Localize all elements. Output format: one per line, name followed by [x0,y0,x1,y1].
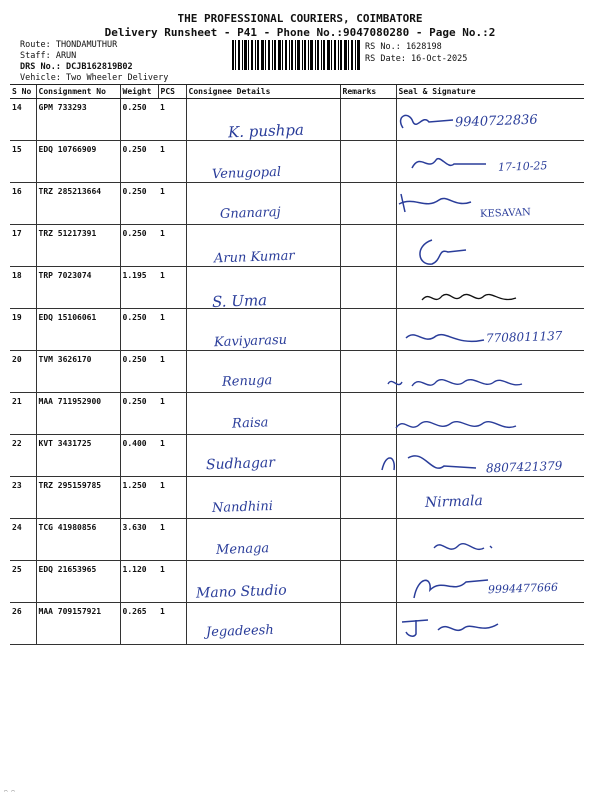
handwritten-signature: Nirmala [424,492,484,512]
cell-seal [396,393,584,435]
cell-pcs: 1 [158,225,186,267]
cell-seal [396,99,584,141]
cell-sno: 25 [10,561,36,603]
rs-date: RS Date: 16-Oct-2025 [365,54,468,64]
col-consignment: Consignment No [36,85,120,99]
handwritten-consignee: S. Uma [211,291,268,311]
handwritten-consignee: Raisa [231,415,269,432]
handwritten-name: KESAVAN [479,207,532,220]
handwritten-consignee: Renuga [221,373,273,390]
cell-pcs: 1 [158,519,186,561]
cell-pcs: 1 [158,267,186,309]
cell-consignment: GPM 733293 [36,99,120,141]
cell-consignment: TRZ 295159785 [36,477,120,519]
document-title: THE PROFESSIONAL COURIERS, COIMBATORE [177,12,423,25]
cell-seal [396,561,584,603]
cell-consignment: KVT 3431725 [36,435,120,477]
cell-remarks [340,267,396,309]
cell-consignee [186,225,340,267]
cell-remarks [340,519,396,561]
handwritten-phone: 8807421379 [485,458,563,476]
footer-mark: ⌒ ⌒ [4,788,15,795]
cell-weight: 3.630 [120,519,158,561]
cell-sno: 15 [10,141,36,183]
cell-consignment: MAA 709157921 [36,603,120,645]
cell-sno: 22 [10,435,36,477]
table-row [10,141,584,183]
cell-seal [396,351,584,393]
handwritten-consignee: Sudhagar [205,454,276,474]
route-label: Route: THONDAMUTHUR [20,40,118,50]
cell-remarks [340,393,396,435]
cell-consignee [186,99,340,141]
cell-remarks [340,435,396,477]
barcode [232,40,360,70]
cell-weight: 0.400 [120,435,158,477]
handwritten-consignee: K. pushpa [227,120,305,142]
cell-pcs: 1 [158,603,186,645]
cell-consignment: EDQ 15106061 [36,309,120,351]
cell-seal [396,477,584,519]
cell-pcs: 1 [158,141,186,183]
cell-consignee [186,561,340,603]
cell-consignee [186,477,340,519]
cell-sno: 16 [10,183,36,225]
cell-consignment: MAA 711952900 [36,393,120,435]
cell-weight: 0.250 [120,141,158,183]
cell-sno: 23 [10,477,36,519]
cell-weight: 1.195 [120,267,158,309]
cell-remarks [340,141,396,183]
cell-consignment: TRZ 285213664 [36,183,120,225]
handwritten-phone: 7708011137 [485,328,563,346]
cell-remarks [340,561,396,603]
cell-seal [396,603,584,645]
cell-sno: 26 [10,603,36,645]
table-row [10,603,584,645]
runsheet-table [10,84,584,645]
cell-consignment: EDQ 21653965 [36,561,120,603]
table-row [10,393,584,435]
cell-weight: 1.120 [120,561,158,603]
cell-consignee [186,603,340,645]
cell-seal [396,267,584,309]
table-row [10,561,584,603]
table-row [10,519,584,561]
table-row [10,225,584,267]
cell-weight: 0.265 [120,603,158,645]
cell-consignee [186,141,340,183]
cell-weight: 0.250 [120,393,158,435]
table-row [10,435,584,477]
cell-weight: 0.250 [120,351,158,393]
cell-consignee [186,519,340,561]
col-pcs: PCS [158,85,186,99]
cell-remarks [340,225,396,267]
cell-seal [396,309,584,351]
cell-pcs: 1 [158,99,186,141]
cell-consignment: TRP 7023074 [36,267,120,309]
handwritten-consignee: Venugopal [211,164,282,183]
cell-pcs: 1 [158,393,186,435]
handwritten-date: 17-10-25 [497,159,548,174]
rs-number: RS No.: 1628198 [365,42,442,52]
cell-seal [396,183,584,225]
cell-remarks [340,183,396,225]
cell-pcs: 1 [158,477,186,519]
table-row [10,477,584,519]
cell-consignee [186,393,340,435]
cell-pcs: 1 [158,183,186,225]
cell-remarks [340,351,396,393]
cell-sno: 24 [10,519,36,561]
cell-consignment: EDQ 10766909 [36,141,120,183]
cell-remarks [340,477,396,519]
cell-pcs: 1 [158,561,186,603]
handwritten-consignee: Mano Studio [195,582,287,602]
staff-label: Staff: ARUN [20,51,77,61]
col-sno: S No [10,85,36,99]
cell-consignee [186,351,340,393]
handwritten-consignee: Jegadeesh [205,622,274,641]
cell-weight: 1.250 [120,477,158,519]
cell-weight: 0.250 [120,309,158,351]
cell-seal [396,435,584,477]
handwritten-consignee: Kaviyarasu [213,332,288,351]
table-header-row [10,85,584,99]
table-row [10,183,584,225]
runsheet-subtitle: Delivery Runsheet - P41 - Phone No.:9047080280 - Page No.:2 [104,26,496,39]
cell-remarks [340,603,396,645]
cell-pcs: 1 [158,309,186,351]
handwritten-consignee: Menaga [215,541,270,558]
table-row [10,99,584,141]
drs-number: DRS No.: DCJB162819B02 [20,62,133,72]
col-weight: Weight [120,85,158,99]
cell-consignment: TRZ 51217391 [36,225,120,267]
cell-sno: 21 [10,393,36,435]
handwritten-consignee: Gnanaraj [219,204,281,223]
cell-seal [396,225,584,267]
vehicle-label: Vehicle: Two Wheeler Delivery [20,73,169,83]
cell-sno: 20 [10,351,36,393]
col-consignee: Consignee Details [186,85,340,99]
cell-sno: 17 [10,225,36,267]
cell-consignee [186,267,340,309]
cell-consignment: TVM 3626170 [36,351,120,393]
handwritten-consignee: Arun Kumar [213,248,295,267]
cell-sno: 14 [10,99,36,141]
col-seal: Seal & Signature [396,85,584,99]
cell-weight: 0.250 [120,99,158,141]
cell-weight: 0.250 [120,183,158,225]
cell-consignment: TCG 41980856 [36,519,120,561]
cell-pcs: 1 [158,435,186,477]
handwritten-phone: 9994477666 [487,580,559,597]
cell-remarks [340,309,396,351]
cell-consignee [186,435,340,477]
cell-remarks [340,99,396,141]
table-row [10,309,584,351]
cell-pcs: 1 [158,351,186,393]
cell-consignee [186,309,340,351]
handwritten-consignee: Nandhini [211,498,274,517]
cell-seal [396,141,584,183]
cell-seal [396,519,584,561]
cell-consignee [186,183,340,225]
cell-sno: 19 [10,309,36,351]
col-remarks: Remarks [340,85,396,99]
table-row [10,351,584,393]
cell-weight: 0.250 [120,225,158,267]
handwritten-phone: 9940722836 [454,112,538,131]
table-row [10,267,584,309]
cell-sno: 18 [10,267,36,309]
